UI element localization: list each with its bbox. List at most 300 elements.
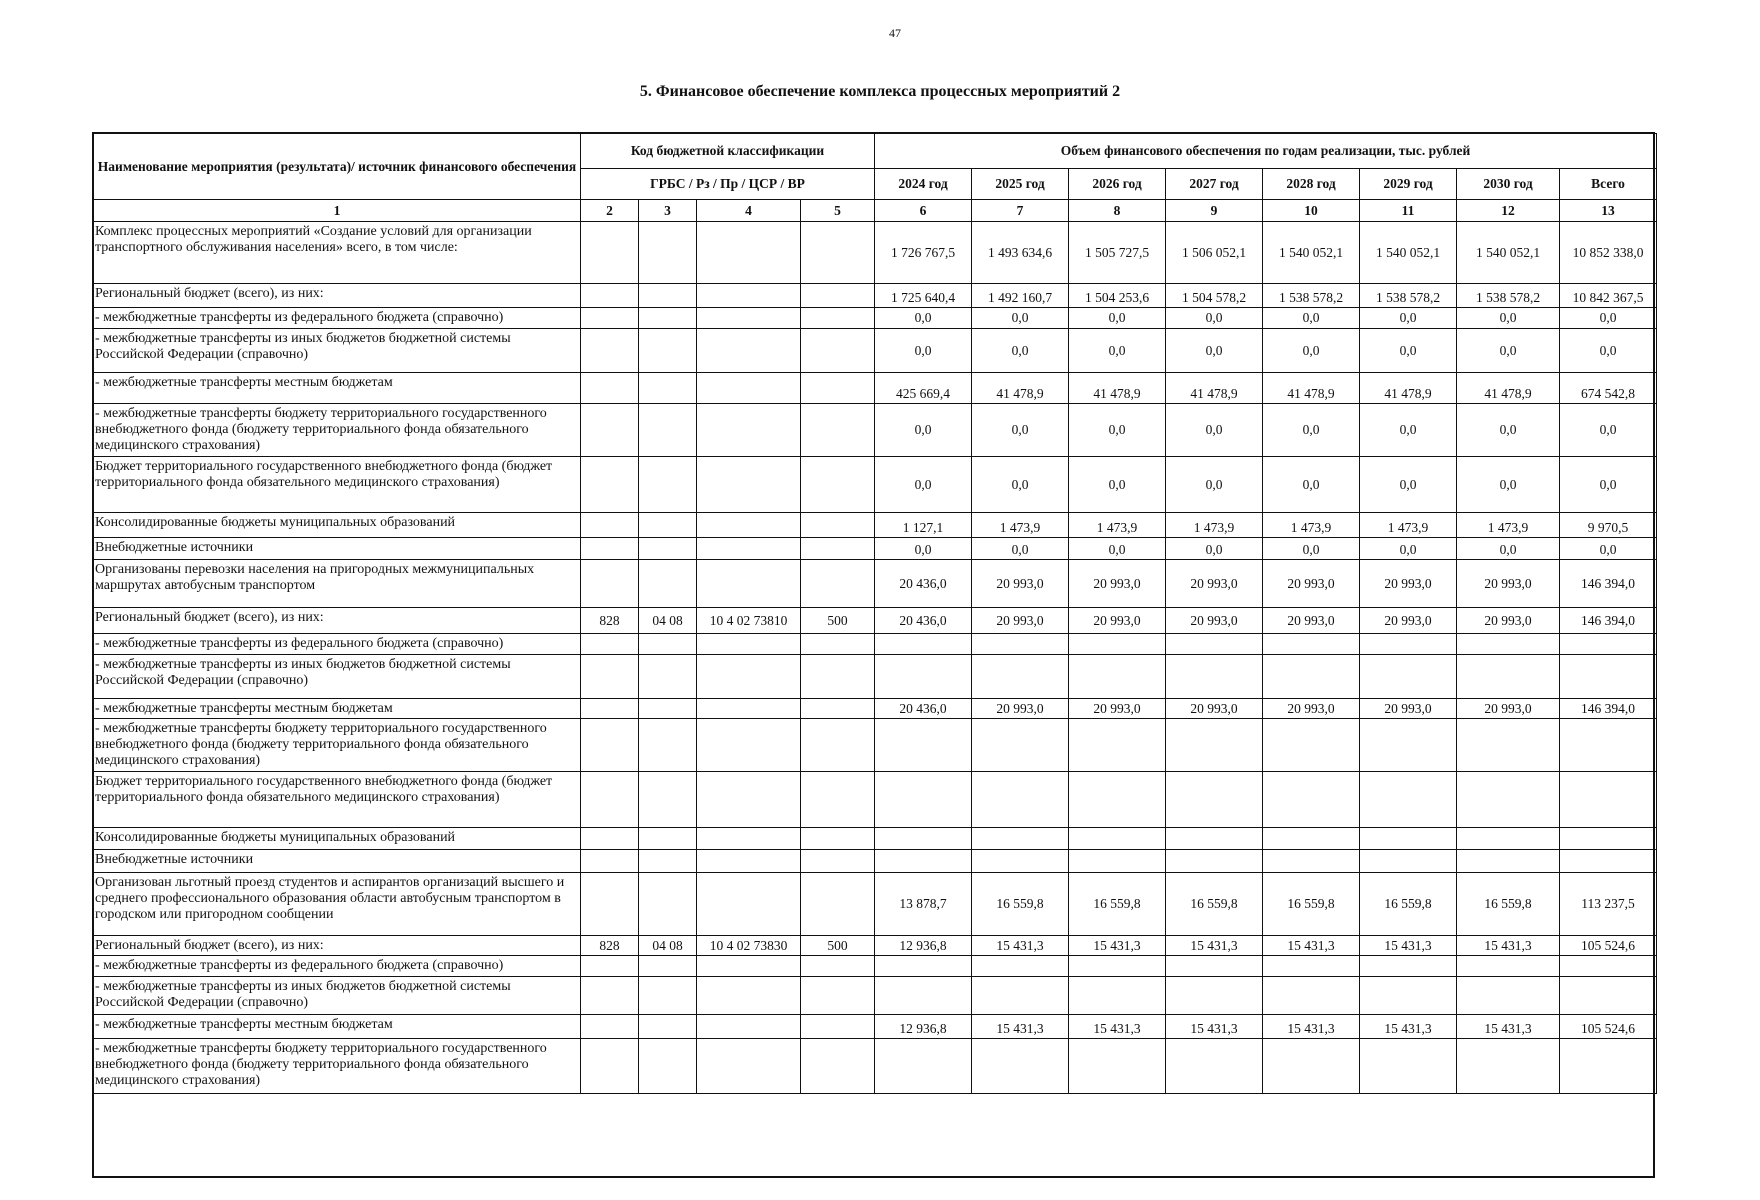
column-number-12: 12 — [1457, 200, 1560, 222]
row-code-cell — [639, 513, 697, 538]
row-value-cell: 0,0 — [1166, 538, 1263, 560]
table-row — [94, 329, 1657, 373]
row-value-cell: 1 540 052,1 — [1263, 222, 1360, 284]
row-value-cell — [1069, 655, 1166, 699]
table-row — [94, 719, 1657, 772]
row-value-cell: 0,0 — [1560, 538, 1657, 560]
row-code-cell — [697, 719, 801, 772]
row-code-cell — [697, 850, 801, 873]
row-code-cell — [581, 308, 639, 329]
table-row — [94, 828, 1657, 850]
row-name: - межбюджетные трансферты бюджету территориального государственного внебюджетного фонда (бюджету территориального фонда обязательного медицинского страхования) — [94, 1039, 581, 1094]
row-value-cell — [1166, 655, 1263, 699]
row-value-cell: 41 478,9 — [1360, 373, 1457, 404]
row-value-cell: 20 993,0 — [1069, 608, 1166, 634]
column-number-5: 5 — [801, 200, 875, 222]
row-code-cell: 500 — [801, 608, 875, 634]
row-code-cell — [801, 329, 875, 373]
row-code-cell — [801, 772, 875, 828]
header-name-col: Наименование мероприятия (результата)/ источник финансового обеспечения — [94, 134, 581, 200]
header-year-6: 2029 год — [1360, 169, 1457, 200]
row-code-cell — [697, 222, 801, 284]
row-value-cell: 20 993,0 — [972, 560, 1069, 608]
row-value-cell: 146 394,0 — [1560, 560, 1657, 608]
table-row — [94, 936, 1657, 956]
row-value-cell — [1166, 828, 1263, 850]
row-value-cell: 0,0 — [972, 329, 1069, 373]
row-value-cell: 1 473,9 — [972, 513, 1069, 538]
row-value-cell — [1263, 1039, 1360, 1094]
row-value-cell: 0,0 — [1360, 329, 1457, 373]
row-code-cell: 04 08 — [639, 936, 697, 956]
row-code-cell — [581, 1039, 639, 1094]
row-value-cell — [1457, 850, 1560, 873]
row-value-cell — [1069, 634, 1166, 655]
table-row — [94, 538, 1657, 560]
table-row — [94, 850, 1657, 873]
row-value-cell: 15 431,3 — [1166, 1015, 1263, 1039]
row-name: Консолидированные бюджеты муниципальных образований — [94, 513, 581, 538]
row-value-cell — [1360, 772, 1457, 828]
column-number-10: 10 — [1263, 200, 1360, 222]
row-value-cell: 20 993,0 — [1069, 560, 1166, 608]
table-row — [94, 699, 1657, 719]
row-value-cell: 20 993,0 — [1360, 699, 1457, 719]
row-value-cell — [972, 655, 1069, 699]
row-code-cell — [639, 719, 697, 772]
row-value-cell: 1 506 052,1 — [1166, 222, 1263, 284]
row-code-cell — [639, 329, 697, 373]
row-value-cell: 0,0 — [1560, 404, 1657, 457]
row-code-cell — [639, 873, 697, 936]
row-value-cell — [1166, 956, 1263, 977]
table-row — [94, 1039, 1657, 1094]
row-value-cell: 0,0 — [1166, 329, 1263, 373]
row-code-cell: 828 — [581, 608, 639, 634]
row-value-cell — [1263, 772, 1360, 828]
row-value-cell — [1457, 956, 1560, 977]
row-value-cell: 0,0 — [875, 457, 972, 513]
row-value-cell — [972, 772, 1069, 828]
row-value-cell: 15 431,3 — [972, 1015, 1069, 1039]
row-value-cell: 1 504 578,2 — [1166, 284, 1263, 308]
table-row — [94, 284, 1657, 308]
row-value-cell — [1263, 634, 1360, 655]
row-name: - межбюджетные трансферты из федерального бюджета (справочно) — [94, 634, 581, 655]
row-value-cell: 20 993,0 — [1166, 608, 1263, 634]
row-value-cell: 1 492 160,7 — [972, 284, 1069, 308]
row-code-cell — [801, 828, 875, 850]
row-value-cell — [1560, 719, 1657, 772]
row-code-cell — [801, 719, 875, 772]
row-value-cell: 13 878,7 — [875, 873, 972, 936]
header-year-5: 2028 год — [1263, 169, 1360, 200]
row-value-cell: 0,0 — [875, 404, 972, 457]
row-value-cell — [875, 719, 972, 772]
document-title: 5. Финансовое обеспечение комплекса процессных мероприятий 2 — [639, 83, 1121, 100]
table-row — [94, 956, 1657, 977]
row-value-cell: 1 538 578,2 — [1263, 284, 1360, 308]
row-value-cell: 0,0 — [1263, 308, 1360, 329]
column-number-3: 3 — [639, 200, 697, 222]
row-code-cell — [581, 329, 639, 373]
row-value-cell — [1457, 977, 1560, 1015]
row-code-cell — [801, 956, 875, 977]
table-row — [94, 222, 1657, 284]
table-row — [94, 608, 1657, 634]
row-code-cell — [581, 457, 639, 513]
row-value-cell: 425 669,4 — [875, 373, 972, 404]
row-value-cell: 0,0 — [1263, 538, 1360, 560]
row-value-cell — [1560, 956, 1657, 977]
column-number-13: 13 — [1560, 200, 1657, 222]
row-value-cell: 146 394,0 — [1560, 699, 1657, 719]
row-value-cell: 674 542,8 — [1560, 373, 1657, 404]
row-code-cell — [801, 655, 875, 699]
row-value-cell — [1263, 655, 1360, 699]
row-value-cell: 0,0 — [1560, 329, 1657, 373]
row-name: - межбюджетные трансферты из федерального бюджета (справочно) — [94, 308, 581, 329]
row-value-cell: 0,0 — [972, 538, 1069, 560]
row-code-cell — [801, 513, 875, 538]
row-value-cell — [1069, 772, 1166, 828]
row-value-cell — [1166, 850, 1263, 873]
row-code-cell — [639, 284, 697, 308]
row-value-cell — [972, 719, 1069, 772]
row-code-cell — [801, 538, 875, 560]
row-value-cell: 1 493 634,6 — [972, 222, 1069, 284]
row-value-cell: 0,0 — [1457, 538, 1560, 560]
row-code-cell — [581, 373, 639, 404]
row-value-cell — [875, 634, 972, 655]
row-value-cell: 15 431,3 — [1166, 936, 1263, 956]
row-code-cell — [581, 850, 639, 873]
column-number-6: 6 — [875, 200, 972, 222]
row-value-cell: 1 538 578,2 — [1360, 284, 1457, 308]
row-value-cell: 20 993,0 — [972, 608, 1069, 634]
row-code-cell — [639, 373, 697, 404]
row-code-cell — [639, 404, 697, 457]
row-code-cell — [801, 1039, 875, 1094]
row-code-cell — [697, 1039, 801, 1094]
row-code-cell — [801, 222, 875, 284]
header-year-8: Всего — [1560, 169, 1657, 200]
row-code-cell — [697, 560, 801, 608]
row-value-cell — [972, 956, 1069, 977]
row-name: Внебюджетные источники — [94, 850, 581, 873]
row-value-cell: 20 993,0 — [1263, 608, 1360, 634]
row-value-cell — [1069, 977, 1166, 1015]
row-value-cell — [875, 977, 972, 1015]
row-code-cell — [639, 956, 697, 977]
row-value-cell: 10 842 367,5 — [1560, 284, 1657, 308]
header-code-group: Код бюджетной классификации — [581, 134, 875, 169]
row-value-cell: 0,0 — [875, 329, 972, 373]
row-code-cell — [697, 284, 801, 308]
row-code-cell — [697, 404, 801, 457]
row-value-cell: 0,0 — [1560, 308, 1657, 329]
page-number: 47 — [889, 26, 901, 40]
row-code-cell: 828 — [581, 936, 639, 956]
row-value-cell — [1069, 828, 1166, 850]
row-code-cell — [697, 828, 801, 850]
row-value-cell — [1166, 1039, 1263, 1094]
row-value-cell: 15 431,3 — [1360, 936, 1457, 956]
table-row — [94, 634, 1657, 655]
row-name: Бюджет территориального государственного внебюджетного фонда (бюджет территориального фонда обязательного медицинского страхования) — [94, 772, 581, 828]
row-value-cell: 20 993,0 — [1457, 560, 1560, 608]
row-name: - межбюджетные трансферты из иных бюджетов бюджетной системы Российской Федерации (справочно) — [94, 977, 581, 1015]
row-value-cell — [1263, 956, 1360, 977]
row-code-cell — [639, 828, 697, 850]
row-name: Организованы перевозки населения на пригородных межмуниципальных маршрутах автобусным транспортом — [94, 560, 581, 608]
row-code-cell — [697, 699, 801, 719]
row-value-cell: 16 559,8 — [1263, 873, 1360, 936]
row-code-cell — [581, 977, 639, 1015]
row-value-cell: 41 478,9 — [972, 373, 1069, 404]
row-value-cell: 105 524,6 — [1560, 936, 1657, 956]
row-code-cell — [697, 956, 801, 977]
table-row — [94, 308, 1657, 329]
row-value-cell — [1263, 828, 1360, 850]
row-value-cell: 15 431,3 — [1457, 936, 1560, 956]
row-code-cell — [581, 828, 639, 850]
row-value-cell: 20 993,0 — [1263, 560, 1360, 608]
row-code-cell — [639, 457, 697, 513]
row-value-cell: 0,0 — [972, 404, 1069, 457]
row-value-cell: 9 970,5 — [1560, 513, 1657, 538]
row-code-cell — [697, 538, 801, 560]
row-code-cell — [581, 538, 639, 560]
row-value-cell: 0,0 — [1457, 457, 1560, 513]
row-code-cell — [639, 850, 697, 873]
row-code-cell — [801, 308, 875, 329]
row-code-cell — [639, 560, 697, 608]
row-value-cell: 20 993,0 — [972, 699, 1069, 719]
table-row — [94, 1015, 1657, 1039]
row-name: Внебюджетные источники — [94, 538, 581, 560]
row-value-cell: 15 431,3 — [1360, 1015, 1457, 1039]
row-code-cell: 500 — [801, 936, 875, 956]
row-value-cell — [972, 850, 1069, 873]
row-name: - межбюджетные трансферты местным бюджетам — [94, 699, 581, 719]
column-number-11: 11 — [1360, 200, 1457, 222]
row-code-cell — [697, 513, 801, 538]
row-value-cell: 0,0 — [1263, 329, 1360, 373]
header-year-4: 2027 год — [1166, 169, 1263, 200]
row-code-cell — [639, 308, 697, 329]
header-code-sub: ГРБС / Рз / Пр / ЦСР / ВР — [581, 169, 875, 200]
row-value-cell — [875, 828, 972, 850]
row-value-cell: 113 237,5 — [1560, 873, 1657, 936]
row-value-cell: 1 540 052,1 — [1457, 222, 1560, 284]
row-code-cell — [639, 699, 697, 719]
row-value-cell: 0,0 — [1069, 329, 1166, 373]
header-year-7: 2030 год — [1457, 169, 1560, 200]
row-code-cell — [801, 373, 875, 404]
row-code-cell — [639, 655, 697, 699]
row-value-cell: 0,0 — [1166, 457, 1263, 513]
row-value-cell: 0,0 — [1457, 329, 1560, 373]
row-code-cell — [581, 513, 639, 538]
row-value-cell: 1 473,9 — [1457, 513, 1560, 538]
row-value-cell: 0,0 — [1360, 457, 1457, 513]
row-value-cell: 16 559,8 — [1457, 873, 1560, 936]
row-value-cell — [1069, 1039, 1166, 1094]
column-number-4: 4 — [697, 200, 801, 222]
row-code-cell — [801, 699, 875, 719]
row-value-cell — [1560, 1039, 1657, 1094]
row-code-cell — [639, 1039, 697, 1094]
row-value-cell: 1 504 253,6 — [1069, 284, 1166, 308]
financing-table — [93, 133, 1657, 1094]
header-volume-group: Объем финансового обеспечения по годам реализации, тыс. рублей — [875, 134, 1657, 169]
row-value-cell — [1360, 655, 1457, 699]
row-name: Консолидированные бюджеты муниципальных образований — [94, 828, 581, 850]
row-code-cell — [581, 873, 639, 936]
table-row — [94, 513, 1657, 538]
row-value-cell — [1560, 850, 1657, 873]
row-name: Комплекс процессных мероприятий «Создание условий для организации транспортного обслуживания населения» всего, в том числе: — [94, 222, 581, 284]
row-value-cell: 1 473,9 — [1069, 513, 1166, 538]
row-value-cell: 20 993,0 — [1360, 608, 1457, 634]
table-row — [94, 772, 1657, 828]
row-value-cell — [875, 1039, 972, 1094]
row-name: - межбюджетные трансферты из федерального бюджета (справочно) — [94, 956, 581, 977]
row-code-cell — [801, 873, 875, 936]
row-value-cell — [875, 956, 972, 977]
row-code-cell — [697, 1015, 801, 1039]
row-value-cell: 0,0 — [1263, 404, 1360, 457]
row-code-cell — [801, 634, 875, 655]
row-value-cell: 15 431,3 — [1069, 1015, 1166, 1039]
row-value-cell: 41 478,9 — [1263, 373, 1360, 404]
row-value-cell: 20 993,0 — [1069, 699, 1166, 719]
row-code-cell — [581, 719, 639, 772]
row-name: - межбюджетные трансферты бюджету территориального государственного внебюджетного фонда (бюджету территориального фонда обязательного медицинского страхования) — [94, 404, 581, 457]
row-value-cell — [1069, 719, 1166, 772]
row-value-cell: 0,0 — [875, 538, 972, 560]
row-value-cell: 0,0 — [1166, 404, 1263, 457]
row-value-cell: 20 436,0 — [875, 699, 972, 719]
row-code-cell — [581, 634, 639, 655]
row-code-cell — [801, 560, 875, 608]
row-value-cell: 0,0 — [972, 308, 1069, 329]
table-row — [94, 560, 1657, 608]
table-row — [94, 655, 1657, 699]
row-value-cell — [1457, 1039, 1560, 1094]
row-value-cell: 1 473,9 — [1360, 513, 1457, 538]
row-value-cell — [972, 1039, 1069, 1094]
row-value-cell — [1457, 828, 1560, 850]
row-value-cell: 41 478,9 — [1069, 373, 1166, 404]
row-value-cell — [875, 772, 972, 828]
row-code-cell — [581, 404, 639, 457]
row-code-cell — [697, 655, 801, 699]
table-row — [94, 373, 1657, 404]
row-value-cell: 1 505 727,5 — [1069, 222, 1166, 284]
row-value-cell — [1263, 850, 1360, 873]
row-code-cell — [639, 1015, 697, 1039]
row-code-cell — [639, 772, 697, 828]
row-name: Региональный бюджет (всего), из них: — [94, 608, 581, 634]
row-value-cell — [1263, 719, 1360, 772]
row-code-cell — [697, 977, 801, 1015]
row-code-cell — [801, 850, 875, 873]
row-value-cell — [1360, 634, 1457, 655]
row-value-cell: 1 127,1 — [875, 513, 972, 538]
row-value-cell — [1069, 956, 1166, 977]
row-value-cell: 0,0 — [1166, 308, 1263, 329]
row-value-cell: 15 431,3 — [1263, 1015, 1360, 1039]
table-row — [94, 873, 1657, 936]
row-value-cell: 16 559,8 — [1360, 873, 1457, 936]
row-name: - межбюджетные трансферты местным бюджетам — [94, 1015, 581, 1039]
row-code-cell — [697, 873, 801, 936]
row-value-cell — [1360, 719, 1457, 772]
row-value-cell: 146 394,0 — [1560, 608, 1657, 634]
row-value-cell — [1360, 977, 1457, 1015]
row-value-cell: 0,0 — [1457, 308, 1560, 329]
row-value-cell — [1560, 772, 1657, 828]
row-value-cell: 20 436,0 — [875, 608, 972, 634]
row-value-cell — [972, 977, 1069, 1015]
row-value-cell: 12 936,8 — [875, 936, 972, 956]
row-value-cell — [1166, 719, 1263, 772]
row-value-cell: 1 726 767,5 — [875, 222, 972, 284]
row-value-cell — [1560, 977, 1657, 1015]
row-code-cell — [581, 699, 639, 719]
row-value-cell — [1457, 655, 1560, 699]
row-name: Региональный бюджет (всего), из них: — [94, 284, 581, 308]
row-code-cell — [581, 284, 639, 308]
row-value-cell: 20 993,0 — [1166, 560, 1263, 608]
row-code-cell: 10 4 02 73830 — [697, 936, 801, 956]
row-code-cell — [639, 222, 697, 284]
row-value-cell — [1360, 828, 1457, 850]
row-value-cell: 15 431,3 — [972, 936, 1069, 956]
row-value-cell — [875, 850, 972, 873]
row-value-cell — [972, 634, 1069, 655]
row-value-cell: 20 436,0 — [875, 560, 972, 608]
row-name: - межбюджетные трансферты из иных бюджетов бюджетной системы Российской Федерации (справочно) — [94, 655, 581, 699]
row-value-cell — [1560, 634, 1657, 655]
row-value-cell — [1560, 655, 1657, 699]
column-number-2: 2 — [581, 200, 639, 222]
row-value-cell: 16 559,8 — [1069, 873, 1166, 936]
row-value-cell: 41 478,9 — [1166, 373, 1263, 404]
row-code-cell — [639, 634, 697, 655]
row-code-cell — [801, 977, 875, 1015]
table-row — [94, 977, 1657, 1015]
row-value-cell: 0,0 — [1360, 538, 1457, 560]
column-number-1: 1 — [94, 200, 581, 222]
row-code-cell — [581, 655, 639, 699]
row-value-cell — [1360, 956, 1457, 977]
row-value-cell: 1 538 578,2 — [1457, 284, 1560, 308]
header-year-3: 2026 год — [1069, 169, 1166, 200]
row-value-cell: 105 524,6 — [1560, 1015, 1657, 1039]
row-code-cell — [801, 284, 875, 308]
row-code-cell — [581, 222, 639, 284]
row-value-cell: 15 431,3 — [1457, 1015, 1560, 1039]
row-value-cell — [1560, 828, 1657, 850]
column-number-8: 8 — [1069, 200, 1166, 222]
row-value-cell: 20 993,0 — [1360, 560, 1457, 608]
row-value-cell: 1 540 052,1 — [1360, 222, 1457, 284]
row-value-cell: 0,0 — [1360, 308, 1457, 329]
column-number-9: 9 — [1166, 200, 1263, 222]
